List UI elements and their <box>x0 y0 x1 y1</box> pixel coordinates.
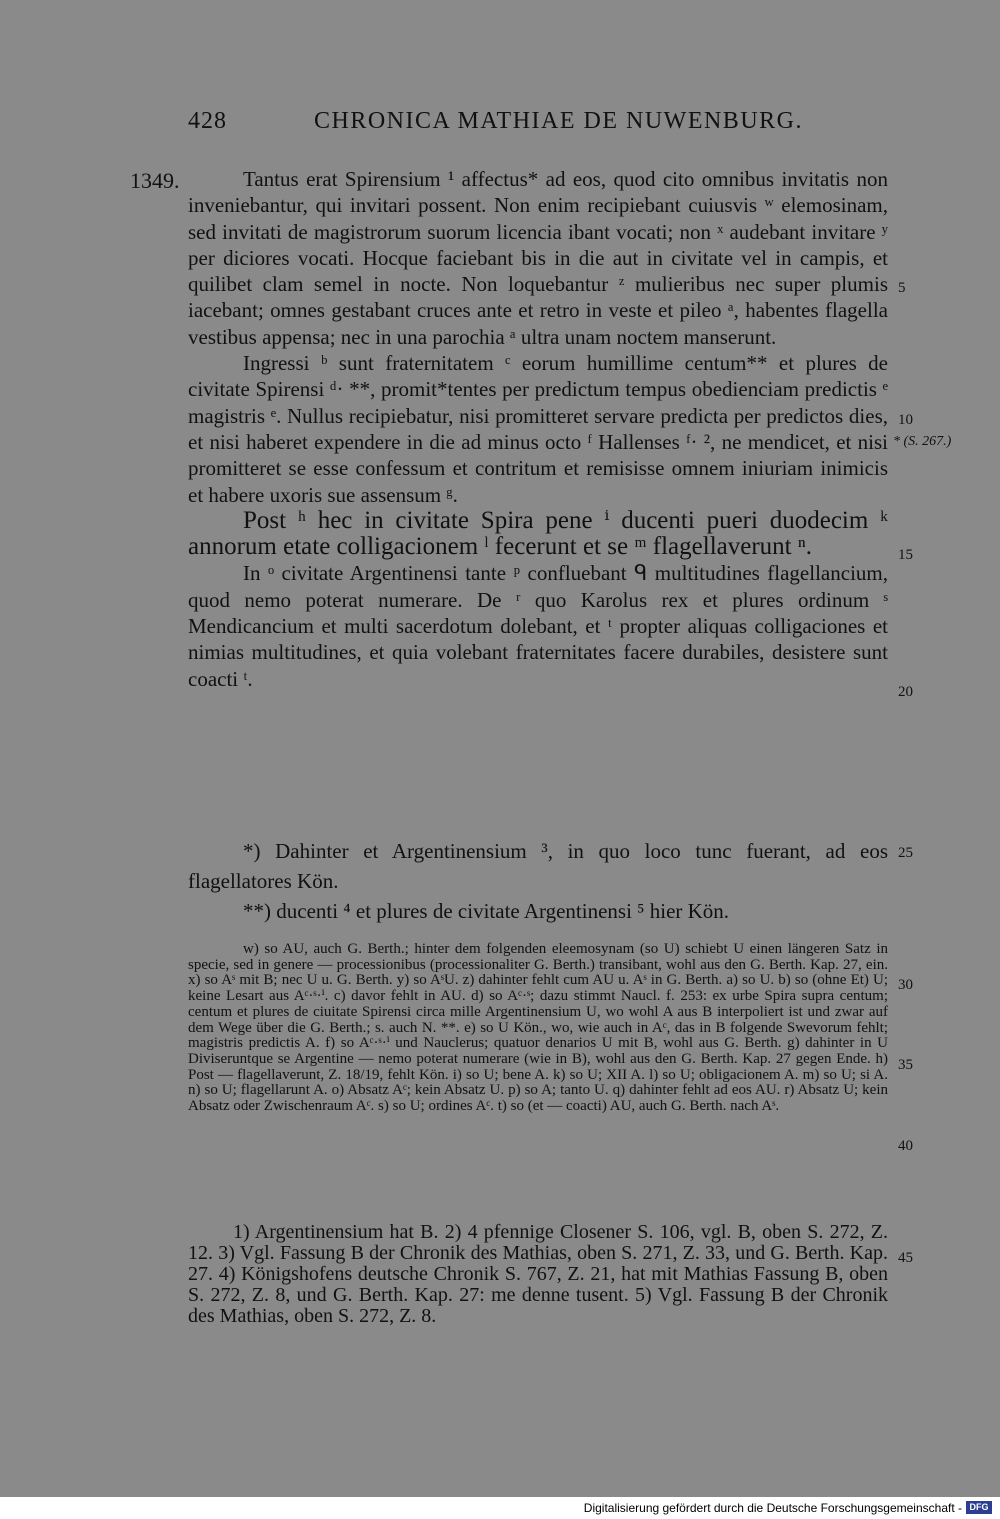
funding-credit: Digitalisierung gefördert durch die Deutsche Forschungsgemeinschaft - <box>583 1501 962 1515</box>
margin-page-ref: * (S. 267.) <box>893 434 952 449</box>
variant-note-2: **) ducenti ⁴ et plures de civitate Argentinensi ⁵ hier Kön. <box>243 899 730 923</box>
line-number: 40 <box>898 1138 913 1154</box>
footnotes <box>188 1222 888 1327</box>
line-number: 5 <box>898 280 906 296</box>
variant-note-1: *) Dahinter et Argentinensium ³, in quo loco tunc fuerant, ad eos flagellatores Kön. <box>188 839 888 893</box>
line-number: 15 <box>898 547 913 563</box>
line-number: 45 <box>898 1250 913 1266</box>
footer-strip <box>0 1497 1000 1519</box>
footnotes-text: 1) Argentinensium hat B. 2) 4 pfennige Closener S. 106, vgl. B, oben S. 272, Z. 12. 3) Vgl. Fassung B der Chronik des Mathias, oben S. 271, Z. 33, und G. Berth. Kap. 27. 4) Königshofens deutsche Chronik S. 767, Z. 21, hat mit Mathias Fassung B, oben S. 272, Z. 8, und G. Berth. Kap. 27: me denne tusent. 5) Vgl. Fassung B der Chronik des Mathias, oben S. 272, Z. 8. <box>188 1221 888 1327</box>
page-number: 428 <box>188 108 227 134</box>
line-number: 35 <box>898 1057 913 1073</box>
paragraph-3: Post ʰ hec in civitate Spira pene ⁱ ducenti pueri duodecim ᵏ annorum etate colligacionem ˡ fecerunt et se ᵐ flagellaverunt ⁿ. <box>188 506 888 561</box>
dfg-logo-icon: DFG <box>966 1501 992 1514</box>
year-marginal: 1349. <box>130 168 180 193</box>
critical-apparatus <box>188 942 888 1115</box>
paragraph-4: In ᵒ civitate Argentinensi tante ᵖ confluebant ᑫ multitudines flagellancium, quod nemo poterat numerare. De ʳ quo Karolus rex et plures ordinum ˢ Mendicancium et multi sacerdotum dolebant, et ᵗ propter aliquas colligaciones et nimias multitudines, et quia volebant fraternitates facere durabiles, desistere sunt coacti ᵗ. <box>188 561 888 691</box>
running-title: CHRONICA MATHIAE DE NUWENBURG. <box>314 108 803 134</box>
line-number: 10 <box>898 412 913 428</box>
main-text <box>188 166 888 692</box>
variant-notes <box>188 836 888 926</box>
line-number: 20 <box>898 684 913 700</box>
paragraph-2: Ingressi ᵇ sunt fraternitatem ᶜ eorum humillime centum** et plures de civitate Spirensi ᵈ· **, promit*tentes per predictum tempus obedienciam predictis ᵉ magistris ᵉ. Nullus recipiebatur, nisi promitteret servare predicta per predictos dies, et nisi haberet expendere in die ad minus octo ᶠ Hallenses ᶠ· ², ne mendicet, et nisi promitteret se esse confessum et contritum et remisisse omnem iniuriam inimicis et habere uxoris sue assensum ᵍ. <box>188 351 888 507</box>
paragraph-1: Tantus erat Spirensium ¹ affectus* ad eos, quod cito omnibus invitatis non inveniebantur, qui invitari possent. Non enim recipiebant cuiusvis ʷ elemosinam, sed invitati de magistrorum suorum licencia ibant vocati; non ˣ audebant invitare ʸ per diciores vocati. Hocque faciebant bis in die aut in civitate vel in campis, et quilibet clam semel in nocte. Non loquebantur ᶻ mulieribus nec super plumis iacebant; omnes gestabant cruces ante et retro in veste et pileo ᵃ, habentes flagella vestibus appensa; nec in una parochia ᵃ ultra unam noctem manserunt. <box>188 167 888 349</box>
line-number: 25 <box>898 845 913 861</box>
apparatus-text: w) so AU, auch G. Berth.; hinter dem folgenden eleemosynam (so U) schiebt U einen längeren Satz in specie, sed in genere — processionibus (processionaliter G. Berth.) transibant, wohl aus den G. Berth. Kap. 27, ein. x) so Aˢ mit B; nec U u. G. Berth. y) so AˢU. z) dahinter fehlt cum AU u. Aˢ in G. Berth. a) so U. b) so (ohne Et) U; keine Lesart aus Aᶜ·ˢ·ⁱ. c) davor fehlt in AU. d) so Aᶜ·ˢ; dazu stimmt Naucl. f. 253: ex urbe Spira supra centum; centum et plures de ciuitate Spirensi circa mille Argentinensium U, wo wohl A aus B interpoliert ist und zwar auf dem Wege über die G. Berth.; s. auch N. **. e) so U Kön., wo, wie auch in Aᶜ, das in B folgende Swevorum fehlt; magistris predictis A. f) so Aᶜ·ˢ·ⁱ und Nauclerus; quatuor denarios U mit B, wohl aus G. Berth. g) dahinter in U Diviseruntque se Argentine — nemo poterat numerare (wie in B), wohl aus den G. Berth. Kap. 27 gegen Ende. h) Post — flagellaverunt, Z. 18/19, fehlt Kön. i) so U; bene A. k) so U; XII A. l) so U; obligacionem A. m) so U; si A. n) so U; flagellarunt A. o) Absatz Aᶜ; kein Absatz U. p) so A; tanto U. q) dahinter fehlt ad eos AU. r) Absatz U; kein Absatz oder Zwischenraum Aᶜ. s) so U; ordines Aᶜ. t) so (et — coacti) AU, auch G. Berth. nach Aˢ. <box>188 941 888 1115</box>
line-number: 30 <box>898 977 913 993</box>
